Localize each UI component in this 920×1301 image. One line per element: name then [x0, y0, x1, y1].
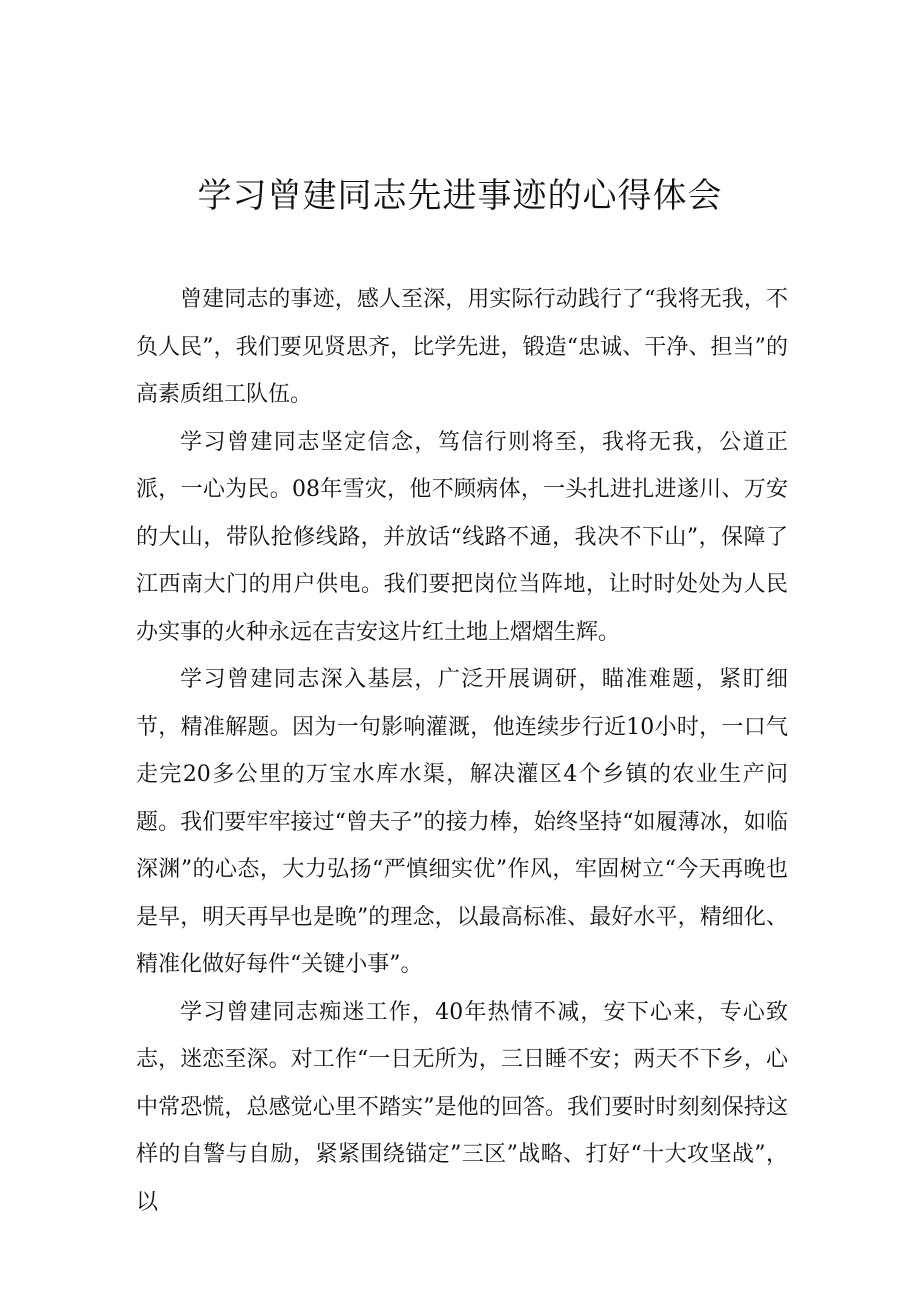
document-body — [136, 276, 788, 1226]
paragraph: 学习曾建同志痴迷工作，40年热情不减，安下心来，专心致志，迷恋至深。对工作“一日无所为，三日睡不安；两天不下乡，心中常恐慌，总感觉心里不踏实”是他的回答。我们要时时刻刻保持这样的自警与自励，紧紧围绕锚定”三区”战略、打好“十大攻坚战”，以 — [136, 999, 788, 1215]
paragraph: 学习曾建同志深入基层，广泛开展调研，瞄准难题，紧盯细节，精准解题。因为一句影响灌溉，他连续步行近10小时，一口气走完20多公里的万宝水库水渠，解决灌区4个乡镇的农业生产问题。我们要牢牢接过“曾夫子”的接力棒，始终坚持“如履薄冰，如临深渊”的心态，大力弘扬“严慎细实优”作风，牢固树立“今天再晚也是早，明天再早也是晚”的理念，以最高标准、最好水平，精细化、精准化做好每件“关键小事”。 — [136, 667, 788, 977]
document-title: 学习曾建同志先进事迹的心得体会 — [197, 176, 723, 216]
paragraph: 曾建同志的事迹，感人至深，用实际行动践行了“我将无我，不负人民”，我们要见贤思齐，比学先进，锻造“忠诚、干净、担当”的高素质组工队伍。 — [136, 287, 788, 407]
paragraph: 学习曾建同志坚定信念，笃信行则将至，我将无我，公道正派，一心为民。08年雪灾，他不顾病体，一头扎进扎进遂川、万安的大山，带队抢修线路，并放话“线路不通，我决不下山”，保障了江西南大门的用户供电。我们要把岗位当阵地，让时时处处为人民办实事的火种永远在吉安这片红土地上熠熠生辉。 — [136, 429, 788, 645]
